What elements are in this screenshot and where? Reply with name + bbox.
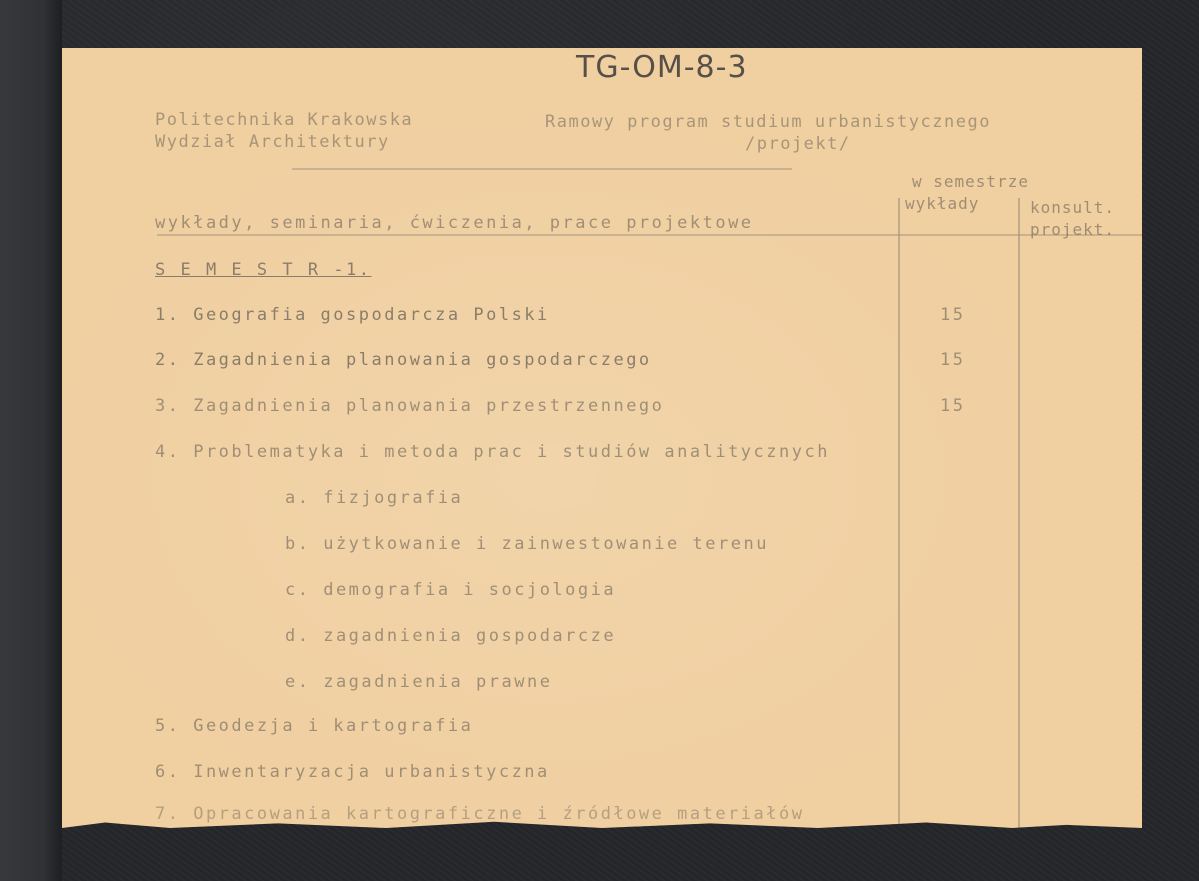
header-rule (292, 168, 792, 170)
subitem-a: a. fizjografia (285, 488, 464, 508)
consult-column-label: konsult. (1030, 198, 1116, 217)
faculty-name: Wydział Architektury (155, 132, 390, 152)
item-4: 4. Problematyka i metoda prac i studiów analitycznych (155, 442, 830, 462)
institution-name: Politechnika Krakowska (155, 110, 414, 130)
item-1: 1. Geografia gospodarcza Polski (155, 305, 550, 325)
document-page (62, 48, 1142, 828)
subitem-e: e. zagadnienia prawne (285, 672, 553, 692)
subitem-b: b. użytkowanie i zainwestowanie terenu (285, 534, 769, 554)
subitem-c: c. demografia i socjologia (285, 580, 617, 600)
column-header-rule (157, 234, 1142, 236)
main-column-label: wykłady, seminaria, ćwiczenia, prace projektowe (155, 213, 754, 233)
document-title: Ramowy program studium urbanistycznego (545, 112, 991, 132)
item-5: 5. Geodezja i kartografia (155, 716, 474, 736)
item-1-hours: 15 (940, 305, 966, 325)
item-2: 2. Zagadnienia planowania gospodarczego (155, 350, 652, 370)
semester-heading: S E M E S T R -1. (155, 260, 372, 280)
item-2-hours: 15 (940, 350, 966, 370)
item-7: 7. Opracowania kartograficzne i źródłowe materiałów (155, 804, 805, 824)
subitem-d: d. zagadnienia gospodarcze (285, 626, 617, 646)
catalog-number: TG-OM-8-3 (576, 50, 748, 85)
lectures-column-label: wykłady (905, 194, 980, 213)
item-3: 3. Zagadnienia planowania przestrzennego (155, 396, 665, 416)
semester-column-label: w semestrze (912, 172, 1029, 191)
column-divider-left (898, 198, 900, 828)
column-divider-right (1018, 198, 1020, 828)
item-6: 6. Inwentaryzacja urbanistyczna (155, 762, 550, 782)
item-3-hours: 15 (940, 396, 966, 416)
project-column-label: projekt. (1030, 220, 1116, 239)
document-subtitle: /projekt/ (745, 134, 851, 154)
binder-spine (0, 0, 62, 881)
